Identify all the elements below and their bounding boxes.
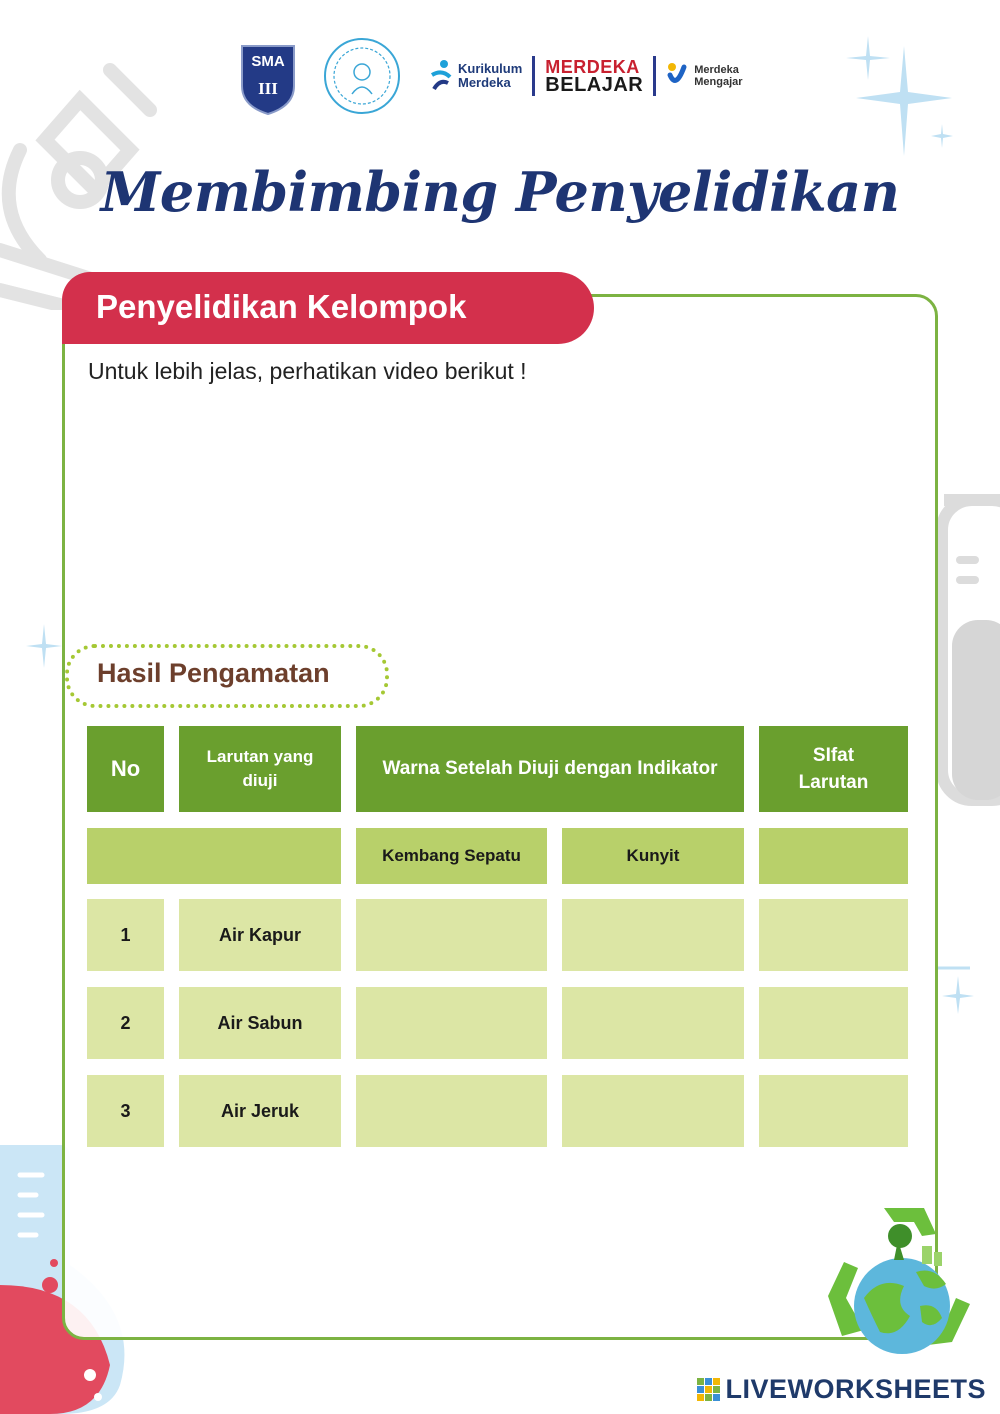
page-title: Membimbing Penyelidikan	[100, 160, 900, 224]
section-banner	[62, 272, 594, 344]
content-frame	[62, 294, 938, 1340]
school-emblem-icon	[322, 36, 402, 116]
answer-cell-kunyit[interactable]	[562, 899, 744, 971]
subheader-kunyit: Kunyit	[562, 828, 744, 884]
answer-cell-kembang-sepatu[interactable]	[356, 987, 547, 1059]
subheader-empty	[87, 828, 341, 884]
sparkle-small-icon	[936, 960, 976, 1016]
svg-text:SMA: SMA	[251, 53, 285, 70]
table-row-solution: Air Sabun	[179, 987, 341, 1059]
sparkle-small-icon	[24, 622, 64, 672]
curriculum-logos	[430, 56, 743, 96]
section-banner-label: Penyelidikan Kelompok	[96, 288, 467, 325]
kurikulum-merdeka-icon	[430, 59, 452, 93]
intro-text: Untuk lebih jelas, perhatikan video berikut !	[88, 358, 527, 384]
header-no: No	[87, 726, 164, 812]
liveworksheets-label: LIVEWORKSHEETS	[725, 1374, 986, 1404]
table-row-solution: Air Jeruk	[179, 1075, 341, 1147]
header-color: Warna Setelah Diuji dengan Indikator	[356, 726, 744, 812]
header-property: SIfat Larutan	[759, 726, 908, 812]
subheader-property-empty	[759, 828, 908, 884]
sparkle-decoration-icon	[842, 36, 962, 166]
answer-cell-property[interactable]	[759, 1075, 908, 1147]
results-label-box	[65, 644, 389, 708]
liveworksheets-brand	[697, 1374, 986, 1405]
subheader-kembang-sepatu: Kembang Sepatu	[356, 828, 547, 884]
test-tube-decoration-icon	[930, 480, 1000, 810]
results-label: Hasil Pengamatan	[97, 658, 330, 688]
table-row-solution: Air Kapur	[179, 899, 341, 971]
table-row-no: 2	[87, 987, 164, 1059]
sma-logo-icon	[238, 42, 298, 116]
answer-cell-property[interactable]	[759, 987, 908, 1059]
answer-cell-kembang-sepatu[interactable]	[356, 899, 547, 971]
svg-text:III: III	[258, 79, 278, 98]
merdeka-mengajar-text: Merdeka Mengajar	[694, 64, 743, 88]
answer-cell-property[interactable]	[759, 899, 908, 971]
logo-divider	[653, 56, 656, 96]
recycle-globe-icon	[824, 1206, 974, 1362]
answer-cell-kunyit[interactable]	[562, 1075, 744, 1147]
header-solution: Larutan yang diuji	[179, 726, 341, 812]
table-row-no: 3	[87, 1075, 164, 1147]
liveworksheets-logo-icon	[697, 1378, 721, 1402]
answer-cell-kunyit[interactable]	[562, 987, 744, 1059]
logo-divider	[532, 56, 535, 96]
kurikulum-merdeka-text: Kurikulum Merdeka	[458, 61, 523, 90]
table-row-no: 1	[87, 899, 164, 971]
answer-cell-kembang-sepatu[interactable]	[356, 1075, 547, 1147]
merdeka-belajar-text: MERDEKA BELAJAR	[545, 57, 644, 96]
merdeka-mengajar-icon	[666, 59, 688, 93]
